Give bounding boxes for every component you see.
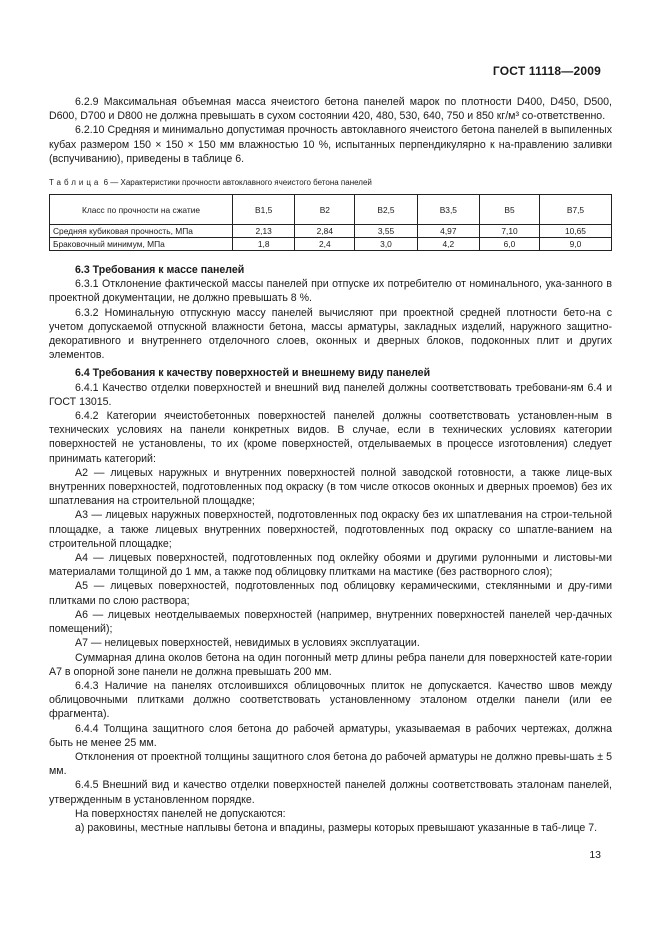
table-cell: 7,10 bbox=[480, 225, 540, 238]
page-content bbox=[49, 95, 612, 835]
table-column-header: В7,5 bbox=[539, 195, 611, 225]
table-cell: 2,84 bbox=[295, 225, 355, 238]
table-column-header: В2 bbox=[295, 195, 355, 225]
table-column-header: В2,5 bbox=[355, 195, 417, 225]
paragraph: 6.3.2 Номинальную отпускную массу панелей вычисляют при проектной средней плотности бето-на с учетом допускаемой отпускной влажности бетона, массы арматуры, закладных изделий, наружного защитно-декоративного и внутреннего отделочного слоев, оконных и дверных блоков, подоконных плит и других элементов. bbox=[49, 306, 612, 362]
paragraph: 6.4.1 Качество отделки поверхностей и внешний вид панелей должны соответствовать требовани-ям 6.4 и ГОСТ 13015. bbox=[49, 381, 612, 408]
table-cell: 2,4 bbox=[295, 238, 355, 251]
paragraph: 6.3.1 Отклонение фактической массы панелей при отпуске их потребителю от номинального, ука-занного в проектной документации, не должно превышать 8 %. bbox=[49, 278, 612, 305]
table-cell: 4,2 bbox=[417, 238, 479, 251]
table-row-label: Браковочный минимум, МПа bbox=[50, 238, 233, 251]
table-caption bbox=[49, 178, 612, 188]
table-header-row bbox=[50, 195, 612, 225]
paragraph: а) раковины, местные наплывы бетона и впадины, размеры которых превышают указанные в таб-лице 7. bbox=[75, 821, 598, 834]
table-cell: 4,97 bbox=[417, 225, 479, 238]
table-row bbox=[50, 225, 612, 238]
paragraph: 6.4.3 Наличие на панелях отслоившихся облицовочных плиток не допускается. Качество швов между облицовочными плитками должно соответствовать установленному эталоном отделки панели (или ее фрагмента). bbox=[49, 679, 612, 721]
paragraph: Отклонения от проектной толщины защитного слоя бетона до рабочей арматуры не должно превы-шать ± 5 мм. bbox=[49, 750, 612, 778]
paragraph: Суммарная длина околов бетона на один погонный метр длины ребра панели для поверхностей кате-гории А7 в опорной зоне панели не должна превышать 200 мм. bbox=[49, 651, 612, 678]
paragraph: А5 — лицевых поверхностей, подготовленных под облицовку керамическими, стеклянными и дру-гими плитками по слою раствора; bbox=[49, 580, 612, 607]
paragraph: 6.4.2 Категории ячеистобетонных поверхностей панелей должны соответствовать установлен-ным в технических условиях на панели конкретных видов. В случае, если в технических условиях категории поверхностей не установлены, то их (кроме поверхностей, отделываемых в процессе изготовления) следует принимать категорий: bbox=[49, 410, 612, 465]
paragraph: На поверхностях панелей не допускаются: bbox=[75, 807, 286, 820]
table-column-header: В1,5 bbox=[233, 195, 295, 225]
paragraphs-before-table bbox=[49, 95, 612, 166]
table-cell: 2,13 bbox=[233, 225, 295, 238]
paragraph: 6.4.4 Толщина защитного слоя бетона до рабочей арматуры, указываемая в рабочих чертежах, должна быть не менее 25 мм. bbox=[49, 722, 612, 749]
table-row bbox=[50, 238, 612, 251]
table-cell: 1,8 bbox=[233, 238, 295, 251]
table-row-label: Средняя кубиковая прочность, МПа bbox=[50, 225, 233, 238]
table-column-header: В5 bbox=[480, 195, 540, 225]
document-header: ГОСТ 11118—2009 bbox=[492, 64, 601, 78]
strength-table bbox=[49, 194, 612, 251]
table-caption-text: 6 — Характеристики прочности автоклавного ячеистого бетона панелей bbox=[101, 178, 372, 188]
table-cell: 3,0 bbox=[355, 238, 417, 251]
table-header-first: Класс по прочности на сжатие bbox=[50, 195, 233, 225]
paragraph: А2 — лицевых наружных и внутренних поверхностей полной заводской готовности, а также лице-вых внутренних поверхностей, подготовленных под окраску (в том числе откосов оконных и дверных проемов) без их шпатлевания на строительной площадке; bbox=[49, 466, 612, 508]
paragraph: А7 — нелицевых поверхностей, невидимых в условиях эксплуатации. bbox=[75, 637, 420, 650]
paragraphs-after-table bbox=[49, 263, 612, 835]
page-number: 13 bbox=[589, 849, 601, 861]
paragraph: 6.4.5 Внешний вид и качество отделки поверхностей панелей должны соответствовать эталонам панелей, утвержденным в установленном порядке. bbox=[49, 779, 612, 806]
paragraph: 6.2.9 Максимальная объемная масса ячеистого бетона панелей марок по плотности D400, D450, D500, D600, D700 и D800 не должна превышать в сухом состоянии 420, 480, 530, 640, 750 и 850 кг/м³ со-ответственно. bbox=[49, 96, 612, 123]
table-column-header: В3,5 bbox=[417, 195, 479, 225]
table-cell: 3,55 bbox=[355, 225, 417, 238]
table-caption-prefix: Таблица bbox=[49, 178, 102, 188]
section-heading: 6.3 Требования к массе панелей bbox=[75, 264, 245, 277]
table-cell: 6,0 bbox=[480, 238, 540, 251]
section-heading: 6.4 Требования к качеству поверхностей и внешнему виду панелей bbox=[75, 367, 431, 380]
table-cell: 10,65 bbox=[539, 225, 611, 238]
paragraph: А4 — лицевых поверхностей, подготовленных под оклейку обоями и другими рулонными и листовы-ми материалами толщиной до 1 мм, а также под облицовку плитками на мастике (без растворного слоя); bbox=[49, 552, 612, 579]
paragraph: А6 — лицевых неотделываемых поверхностей (например, внутренних поверхностей панелей чер-дачных помещений); bbox=[49, 608, 612, 636]
paragraph: А3 — лицевых наружных поверхностей, подготовленных под окраску без их шпатлевания на строи-тельной площадке, а также лицевых внутренних поверхностей, подготовленных под окраску со шпатле-ванием на строительной площадке; bbox=[49, 509, 612, 550]
table-cell: 9,0 bbox=[539, 238, 611, 251]
paragraph: 6.2.10 Средняя и минимально допустимая прочность автоклавного ячеистого бетона панелей в выпиленных кубах размером 150 × 150 × 150 мм влажностью 10 %, испытанных перпендикулярно к на-правлению заливки (вспучиванию), приведены в таблице 6. bbox=[49, 124, 612, 165]
